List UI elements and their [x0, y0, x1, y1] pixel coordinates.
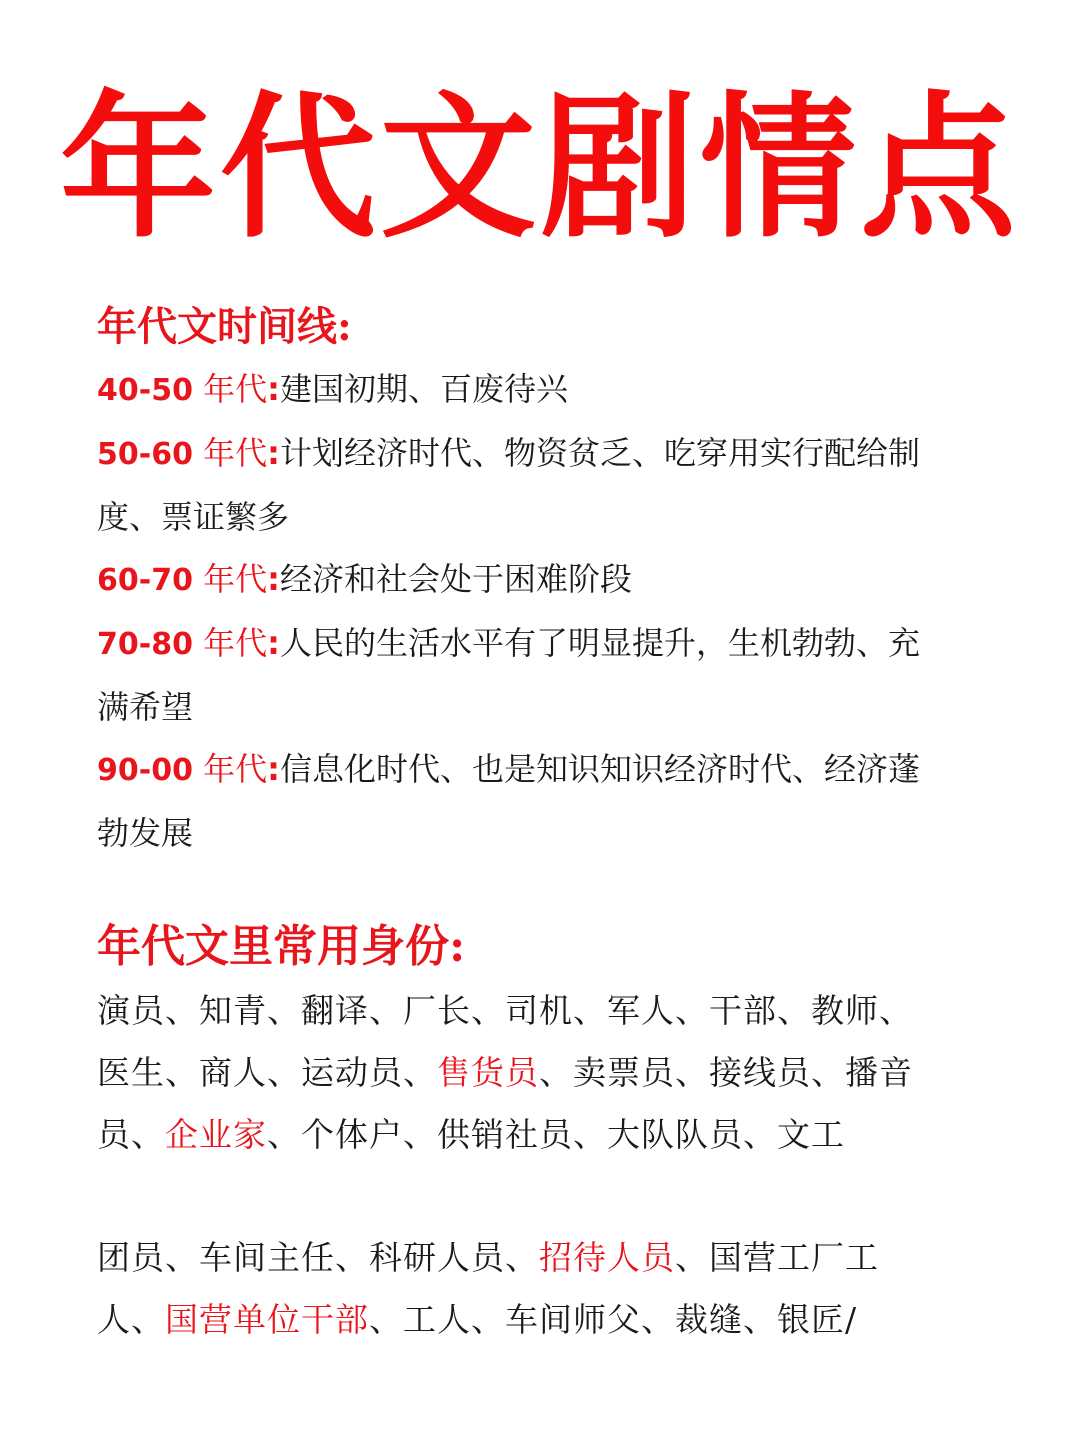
identity-highlight: 国营单位干部: [165, 1300, 369, 1339]
timeline-description: 建国初期、百废待兴: [279, 370, 568, 408]
identity-text: 演员、知青、翻译、厂长、司机、军人、干部、教师、医生、商人、运动员、: [97, 991, 913, 1092]
page-title: 年代文剧情点: [60, 77, 1020, 259]
identities-heading: 年代文里常用身份:: [97, 921, 466, 972]
identity-highlight: 招待人员: [539, 1238, 675, 1277]
identity-text: 、个体户、供销社员、大队队员、文工: [267, 1115, 845, 1154]
identity-highlight: 企业家: [165, 1115, 267, 1154]
timeline-list: [97, 358, 937, 864]
timeline-entry: [97, 612, 937, 738]
timeline-era-label: 年代: [203, 750, 268, 788]
timeline-entry: [97, 738, 937, 864]
timeline-years: 60-70: [97, 563, 193, 598]
timeline-colon: :: [267, 560, 280, 598]
timeline-heading: 年代文时间线:: [97, 303, 352, 350]
timeline-entry: [97, 548, 937, 612]
timeline-years: 90-00: [97, 753, 193, 788]
timeline-years: 50-60: [97, 437, 193, 472]
timeline-years: 40-50: [97, 373, 193, 408]
timeline-entry: [97, 358, 937, 422]
timeline-description: 计划经济时代、物资贫乏、吃穿用实行配给制度、票证繁多: [97, 434, 920, 536]
timeline-era-label: 年代: [203, 370, 268, 408]
timeline-era-label: 年代: [203, 624, 268, 662]
timeline-colon: :: [267, 370, 280, 408]
timeline-description: 经济和社会处于困难阶段: [279, 560, 632, 598]
timeline-description: 信息化时代、也是知识知识经济时代、经济蓬勃发展: [97, 750, 920, 852]
identity-text: 、卖票员、接线员、播音员、: [97, 1053, 913, 1154]
identity-highlight: 售货员: [437, 1053, 539, 1092]
timeline-colon: :: [267, 434, 280, 472]
identity-list-block-2: [97, 1227, 937, 1351]
identity-text: 、国营工厂工人、: [97, 1238, 879, 1339]
timeline-description: 人民的生活水平有了明显提升，生机勃勃、充满希望: [97, 624, 920, 726]
identity-text: 、工人、车间师父、裁缝、银匠/: [369, 1300, 858, 1339]
identity-text: 团员、车间主任、科研人员、: [97, 1238, 539, 1277]
timeline-colon: :: [267, 750, 280, 788]
timeline-era-label: 年代: [203, 560, 268, 598]
timeline-entry: [97, 422, 937, 548]
timeline-era-label: 年代: [203, 434, 268, 472]
identity-list-block-1: [97, 980, 937, 1166]
timeline-colon: :: [267, 624, 280, 662]
timeline-years: 70-80: [97, 627, 193, 662]
